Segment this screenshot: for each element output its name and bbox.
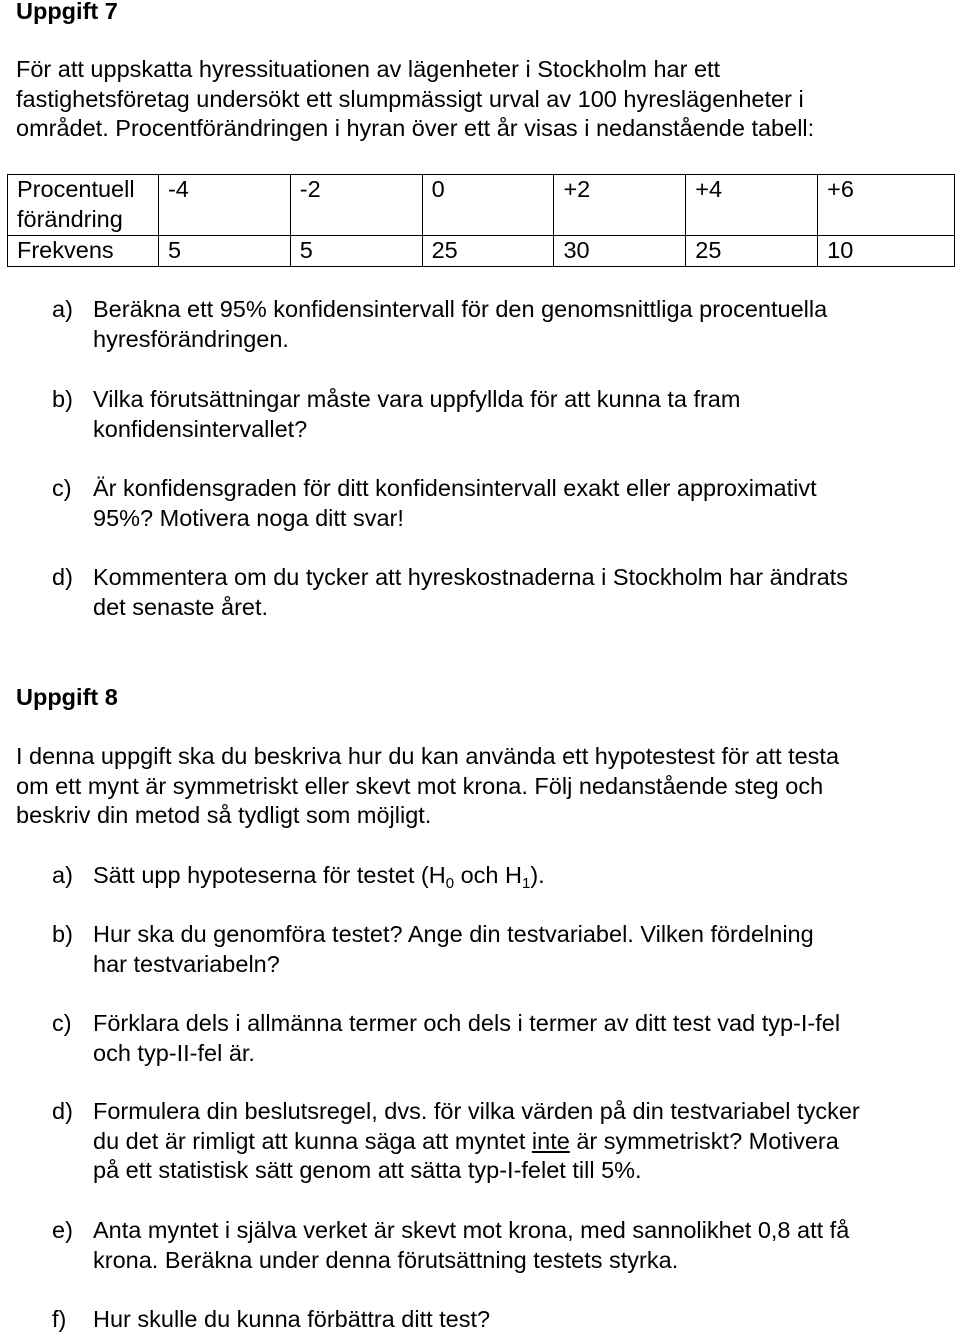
- question-label: d): [52, 1098, 73, 1124]
- question-text: Hur skulle du kunna förbättra ditt test?: [93, 1306, 491, 1332]
- table-cell: 5: [158, 236, 290, 267]
- question-label: b): [52, 921, 73, 947]
- question-label: d): [52, 564, 73, 590]
- question-text: Anta myntet i själva verket är skevt mot krona, med sannolikhet 0,8 att få: [93, 1217, 850, 1243]
- question-text: och typ-II-fel är.: [93, 1039, 255, 1066]
- table-cell: 5: [290, 236, 422, 267]
- task7-intro-line: fastighetsföretag undersökt ett slumpmässigt urval av 100 hyreslägenheter i: [16, 85, 804, 112]
- task7-intro-line: området. Procentförändringen i hyran över ett år visas i nedanstående tabell:: [16, 115, 815, 142]
- table-row: [8, 236, 955, 267]
- subscript-0: 0: [445, 875, 455, 892]
- question-text: Kommentera om du tycker att hyreskostnaderna i Stockholm har ändrats: [93, 564, 848, 590]
- question-label: b): [52, 386, 73, 412]
- question-text: på ett statistisk sätt genom att sätta typ-I-felet till 5%.: [93, 1157, 642, 1184]
- question-text: Vilka förutsättningar måste vara uppfyllda för att kunna ta fram: [93, 386, 741, 412]
- task8-heading: Uppgift 8: [16, 684, 118, 710]
- question-text: Förklara dels i allmänna termer och dels i termer av ditt test vad typ-I-fel: [93, 1010, 841, 1036]
- question-text: konfidensintervallet?: [93, 415, 308, 442]
- table-cell: 0: [422, 175, 554, 236]
- question-text: Hur ska du genomföra testet? Ange din testvariabel. Vilken fördelning: [93, 921, 814, 947]
- task7-intro: [16, 55, 936, 144]
- question-text: Beräkna ett 95% konfidensintervall för den genomsnittliga procentuella: [93, 296, 828, 322]
- task8-intro-line: om ett mynt är symmetriskt eller skevt mot krona. Följ nedanstående steg och: [16, 772, 824, 799]
- table-cell: -2: [290, 175, 422, 236]
- table-cell: +6: [818, 175, 955, 236]
- underlined-word: inte: [531, 1127, 570, 1154]
- table-cell: +2: [554, 175, 686, 236]
- task8-intro-line: beskriv din metod så tydligt som möjligt.: [16, 802, 432, 829]
- table-cell: -4: [158, 175, 290, 236]
- question-text: Sätt upp hypoteserna för testet ($H_0$ och $H_1$).: [93, 862, 545, 892]
- question-text: Är konfidensgraden för ditt konfidensintervall exakt eller approximativt: [93, 475, 817, 501]
- row-label-frequency: Frekvens: [8, 236, 159, 267]
- question-text: krona. Beräkna under denna förutsättning testets styrka.: [93, 1246, 679, 1273]
- question-label: f): [52, 1306, 67, 1332]
- question-text: har testvariabeln?: [93, 950, 280, 977]
- table-cell: 25: [422, 236, 554, 267]
- table-cell: +4: [686, 175, 818, 236]
- question-text: Formulera din beslutsregel, dvs. för vilka värden på din testvariabel tycker: [93, 1098, 860, 1124]
- table-row: [8, 175, 955, 236]
- table-cell: 30: [554, 236, 686, 267]
- row-label-change: Procentuell förändring: [8, 175, 159, 236]
- task8-intro-line: I denna uppgift ska du beskriva hur du kan använda ett hypotestest för att testa: [16, 743, 840, 769]
- question-text: hyresförändringen.: [93, 325, 289, 352]
- task7-intro-line: För att uppskatta hyressituationen av lägenheter i Stockholm har ett: [16, 56, 721, 82]
- task8-intro: [16, 742, 936, 831]
- question-label: e): [52, 1217, 73, 1243]
- question-text: 95%? Motivera noga ditt svar!: [93, 504, 404, 531]
- question-label: a): [52, 296, 73, 322]
- table-cell: 10: [818, 236, 955, 267]
- frequency-table: [7, 174, 955, 267]
- question-text: du det är rimligt att kunna säga att myntet inte är symmetriskt? Motivera: [93, 1127, 839, 1154]
- question-text: det senaste året.: [93, 593, 269, 620]
- question-label: c): [52, 1010, 72, 1036]
- question-label: c): [52, 475, 72, 501]
- question-label: a): [52, 862, 73, 888]
- subscript-1: 1: [521, 875, 531, 892]
- table-cell: 25: [686, 236, 818, 267]
- task7-heading: Uppgift 7: [16, 0, 118, 24]
